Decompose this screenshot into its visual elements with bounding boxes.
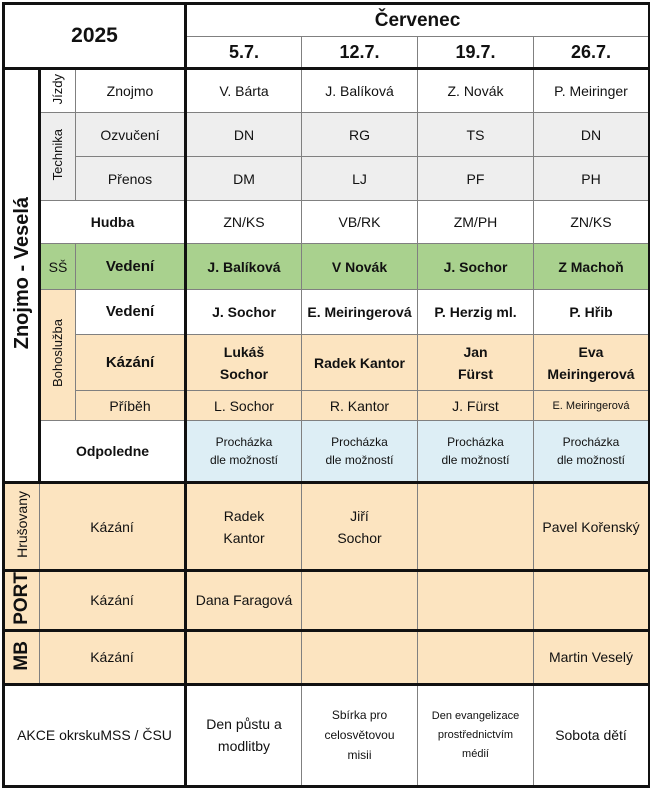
cell-event: Den evangelizace prostřednictvím médií (418, 684, 534, 786)
row-label-akce: AKCE okrskuMSS / ČSU (4, 684, 186, 786)
cell-mb-sermon (418, 630, 534, 684)
date-header: 12.7. (302, 37, 418, 69)
group-label-mb: MB (4, 630, 40, 684)
row-label-hudba: Hudba (40, 201, 186, 244)
cell-ss-leader: J. Sochor (418, 244, 534, 290)
date-header: 26.7. (534, 37, 650, 69)
schedule-table (2, 2, 650, 788)
group-label-znojmo-vesela: Znojmo - Veselá (4, 69, 40, 483)
cell-sermon: Lukáš Sochor (186, 335, 302, 391)
row-label-ozvuceni: Ozvučení (76, 113, 186, 157)
cell-sound: RG (302, 113, 418, 157)
cell-hrusovany-sermon: Jiří Sochor (302, 483, 418, 571)
cell-port-sermon (534, 571, 650, 631)
cell-stream: PF (418, 157, 534, 201)
cell-driver: Z. Novák (418, 69, 534, 113)
group-label-port: PORT (4, 571, 40, 631)
cell-stream: DM (186, 157, 302, 201)
cell-event: Sobota dětí (534, 684, 650, 786)
subgroup-label-technika: Technika (40, 113, 76, 201)
subgroup-label-ss: SŠ (40, 244, 76, 290)
cell-service-leader: P. Hřib (534, 290, 650, 335)
cell-hrusovany-sermon: Radek Kantor (186, 483, 302, 571)
cell-sound: DN (534, 113, 650, 157)
cell-sound: TS (418, 113, 534, 157)
cell-sermon: Jan Fürst (418, 335, 534, 391)
cell-story: J. Fürst (418, 391, 534, 421)
cell-event: Den půstu a modlitby (186, 684, 302, 786)
cell-ss-leader: Z Machoň (534, 244, 650, 290)
subgroup-label-bohosluzba: Bohoslužba (40, 290, 76, 421)
cell-driver: V. Bárta (186, 69, 302, 113)
cell-music: VB/RK (302, 201, 418, 244)
cell-afternoon: Procházka dle možností (302, 421, 418, 483)
cell-service-leader: J. Sochor (186, 290, 302, 335)
row-label-kazani: Kázání (76, 335, 186, 391)
year-header: 2025 (4, 4, 186, 69)
row-label-mb-kazani: Kázání (40, 630, 186, 684)
cell-story: L. Sochor (186, 391, 302, 421)
cell-service-leader: P. Herzig ml. (418, 290, 534, 335)
cell-sermon: Eva Meiringerová (534, 335, 650, 391)
cell-story: R. Kantor (302, 391, 418, 421)
row-label-prenos: Přenos (76, 157, 186, 201)
cell-driver: P. Meiringer (534, 69, 650, 113)
cell-hrusovany-sermon: Pavel Kořenský (534, 483, 650, 571)
cell-hrusovany-sermon (418, 483, 534, 571)
cell-ss-leader: V Novák (302, 244, 418, 290)
row-label-odpoledne: Odpoledne (40, 421, 186, 483)
month-header: Červenec (186, 4, 650, 37)
group-label-hrusovany: Hrušovany (4, 483, 40, 571)
cell-afternoon: Procházka dle možností (418, 421, 534, 483)
row-label-pribeh: Příběh (76, 391, 186, 421)
cell-ss-leader: J. Balíková (186, 244, 302, 290)
cell-stream: PH (534, 157, 650, 201)
date-header: 5.7. (186, 37, 302, 69)
cell-sermon: Radek Kantor (302, 335, 418, 391)
cell-mb-sermon: Martin Veselý (534, 630, 650, 684)
subgroup-label-jizdy: Jízdy (40, 69, 76, 113)
cell-mb-sermon (186, 630, 302, 684)
row-label-boh-vedeni: Vedení (76, 290, 186, 335)
cell-afternoon: Procházka dle možností (534, 421, 650, 483)
row-label-znojmo: Znojmo (76, 69, 186, 113)
date-header: 19.7. (418, 37, 534, 69)
cell-music: ZN/KS (186, 201, 302, 244)
row-label-hrusovany-kazani: Kázání (40, 483, 186, 571)
cell-service-leader: E. Meiringerová (302, 290, 418, 335)
cell-stream: LJ (302, 157, 418, 201)
cell-mb-sermon (302, 630, 418, 684)
cell-music: ZM/PH (418, 201, 534, 244)
cell-afternoon: Procházka dle možností (186, 421, 302, 483)
row-label-port-kazani: Kázání (40, 571, 186, 631)
cell-port-sermon: Dana Faragová (186, 571, 302, 631)
cell-driver: J. Balíková (302, 69, 418, 113)
cell-sound: DN (186, 113, 302, 157)
row-label-ss-vedeni: Vedení (76, 244, 186, 290)
cell-port-sermon (302, 571, 418, 631)
cell-story: E. Meiringerová (534, 391, 650, 421)
cell-music: ZN/KS (534, 201, 650, 244)
cell-event: Sbírka pro celosvětovou misii (302, 684, 418, 786)
cell-port-sermon (418, 571, 534, 631)
